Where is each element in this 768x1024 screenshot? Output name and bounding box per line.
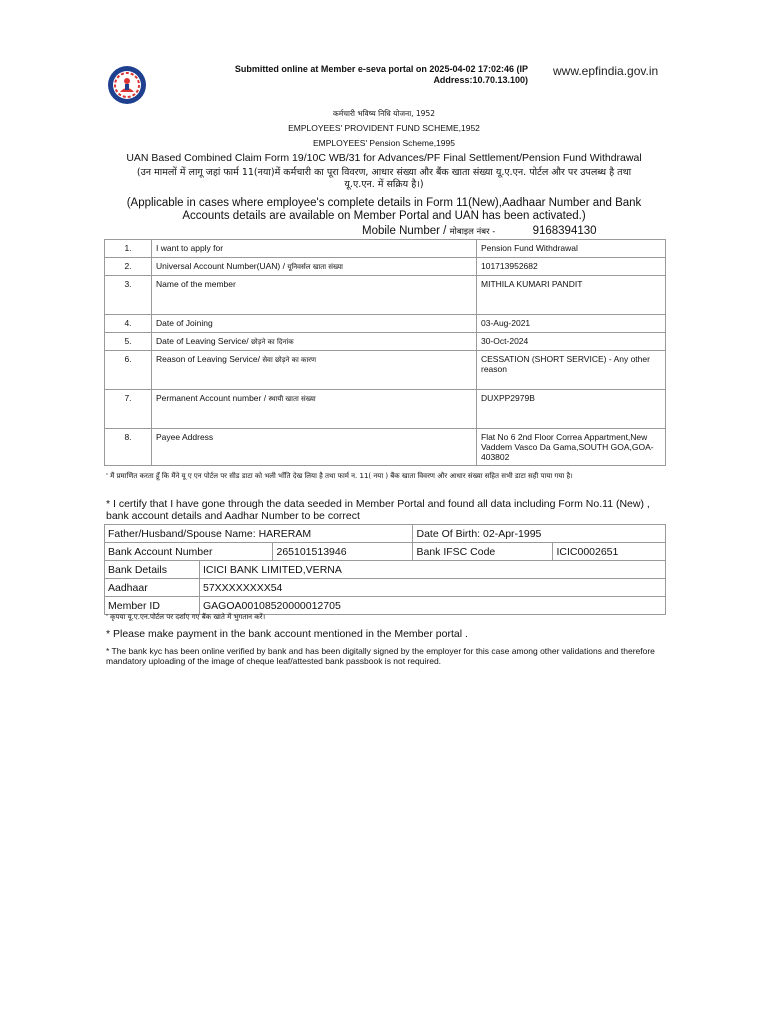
field-value: CESSATION (SHORT SERVICE) - Any other reason	[477, 351, 666, 390]
father-name-cell	[105, 525, 413, 543]
row-number: 6.	[105, 351, 152, 390]
table-row	[105, 240, 666, 258]
row-number: 5.	[105, 333, 152, 351]
member-id-label: Member ID	[105, 597, 200, 615]
field-label-en: Payee Address	[156, 432, 214, 442]
field-value: Flat No 6 2nd Floor Correa Appartment,New Vaddem Vasco Da Gama,SOUTH GOA,GOA-403802	[477, 429, 666, 466]
table-row	[105, 258, 666, 276]
table-row	[105, 525, 666, 543]
field-label	[152, 351, 477, 390]
field-label	[152, 240, 477, 258]
field-label	[152, 429, 477, 466]
bank-details-label: Bank Details	[105, 561, 200, 579]
website-link[interactable]: www.epfindia.gov.in	[553, 64, 659, 78]
row-number: 8.	[105, 429, 152, 466]
ifsc-value: ICIC0002651	[553, 543, 666, 561]
member-details-table	[104, 239, 666, 466]
row-number: 2.	[105, 258, 152, 276]
field-label-hindi: सेवा छोड़ने का कारण	[262, 356, 317, 364]
field-label-en: Universal Account Number(UAN) /	[156, 261, 285, 271]
mobile-value: 9168394130	[532, 225, 597, 237]
hindi-scheme-title: कर्मचारी भविष्य निधि योजना, 1952	[333, 109, 435, 118]
field-value: Pension Fund Withdrawal	[477, 240, 666, 258]
account-number-label: Bank Account Number	[105, 543, 273, 561]
field-label-hindi: स्थायी खाता संख्या	[268, 395, 316, 403]
account-number-value: 265101513946	[273, 543, 413, 561]
epfo-emblem-icon	[106, 64, 148, 106]
father-name-value: HARERAM	[258, 527, 312, 540]
table-row	[105, 333, 666, 351]
field-label	[152, 276, 477, 315]
dob-value: 02-Apr-1995	[483, 527, 542, 540]
table-row	[105, 315, 666, 333]
hindi-applicability-note: (उन मामलों में लागू जहां फार्म 11(नया)में कर्मचारी का पूरा विवरण, आधार संख्या और बैंक खाता संख्या यू.ए.एन. पोर्टल और पर उपलब्ध है तथा यू.ए.एन. में सक्रिय है।)	[136, 167, 632, 190]
submission-info: Submitted online at Member e-seva portal on 2025-04-02 17:02:46 (IP Address:10.70.13.100)	[234, 64, 528, 85]
applicability-note: (Applicable in cases where employee's complete details in Form 11(New),Aadhaar Number and Bank Accounts details are available on Member Portal and UAN has been activated.)	[126, 197, 642, 222]
father-name-label: Father/Husband/Spouse Name:	[108, 527, 256, 540]
mobile-label-hindi: मोबाइल नंबर -	[449, 227, 496, 237]
field-label	[152, 258, 477, 276]
hindi-payment-note: ' कृपया यू.ए.एन.पोर्टल पर दर्शाए गए बैंक खाते में भुगतान करें।	[106, 613, 266, 621]
kyc-note: * The bank kyc has been online verified by bank and has been digitally signed by the employer for this case among other validations and therefore mandatory uploading of the image of cheque leaf/attested bank passbook is not required.	[106, 646, 655, 666]
field-label	[152, 315, 477, 333]
field-label-en: I want to apply for	[156, 243, 224, 253]
row-number: 3.	[105, 276, 152, 315]
field-label	[152, 390, 477, 429]
payment-note: * Please make payment in the bank account mentioned in the Member portal .	[106, 628, 468, 640]
certification-statement: * I certify that I have gone through the data seeded in Member Portal and found all data including Form No.11 (New) , bank account details and Aadhar Number to be correct	[106, 498, 650, 522]
form-title: UAN Based Combined Claim Form 19/10C WB/31 for Advances/PF Final Settlement/Pension Fund Withdrawal	[126, 152, 642, 164]
table-row	[105, 543, 666, 561]
table-row	[105, 390, 666, 429]
field-label-hindi: छोड़ने का दिनांक	[250, 338, 294, 346]
hindi-certification: ' मैं प्रमाणित करता हूँ कि मैंने यू ए एन पोर्टल पर सीड डाटा को भली भाँति देख लिया है तथा फार्म न. 11( नया ) बैंक खाता विवरण और आधार संख्या सहित सभी डाटा सही पाया गया है।	[106, 472, 573, 480]
row-number: 1.	[105, 240, 152, 258]
table-row	[105, 276, 666, 315]
row-number: 4.	[105, 315, 152, 333]
field-label	[152, 333, 477, 351]
field-label-en: Date of Leaving Service/	[156, 336, 249, 346]
field-label-en: Permanent Account number /	[156, 393, 267, 403]
field-value: MITHILA KUMARI PANDIT	[477, 276, 666, 315]
table-row	[105, 561, 666, 579]
field-label-en: Reason of Leaving Service/	[156, 354, 260, 364]
dob-cell	[413, 525, 666, 543]
field-label-en: Name of the member	[156, 279, 236, 289]
mobile-number	[362, 225, 597, 237]
mobile-label: Mobile Number /	[362, 225, 447, 237]
row-number: 7.	[105, 390, 152, 429]
field-value: 30-Oct-2024	[477, 333, 666, 351]
aadhaar-label: Aadhaar	[105, 579, 200, 597]
field-value: DUXPP2979B	[477, 390, 666, 429]
scheme-title: EMPLOYEES' PROVIDENT FUND SCHEME,1952	[288, 123, 480, 133]
bank-details-table	[104, 524, 666, 615]
aadhaar-value: 57XXXXXXXX54	[200, 579, 666, 597]
field-label-hindi: यूनिवर्सल खाता संख्या	[287, 263, 343, 271]
table-row	[105, 429, 666, 466]
table-row	[105, 579, 666, 597]
ifsc-label: Bank IFSC Code	[413, 543, 553, 561]
pension-scheme-title: EMPLOYEES' Pension Scheme,1995	[313, 138, 455, 148]
field-value: 03-Aug-2021	[477, 315, 666, 333]
field-value: 101713952682	[477, 258, 666, 276]
member-id-value: GAGOA00108520000012705	[200, 597, 666, 615]
dob-label: Date Of Birth:	[416, 527, 481, 540]
table-row	[105, 597, 666, 615]
table-row	[105, 351, 666, 390]
bank-details-value: ICICI BANK LIMITED,VERNA	[200, 561, 666, 579]
field-label-en: Date of Joining	[156, 318, 213, 328]
